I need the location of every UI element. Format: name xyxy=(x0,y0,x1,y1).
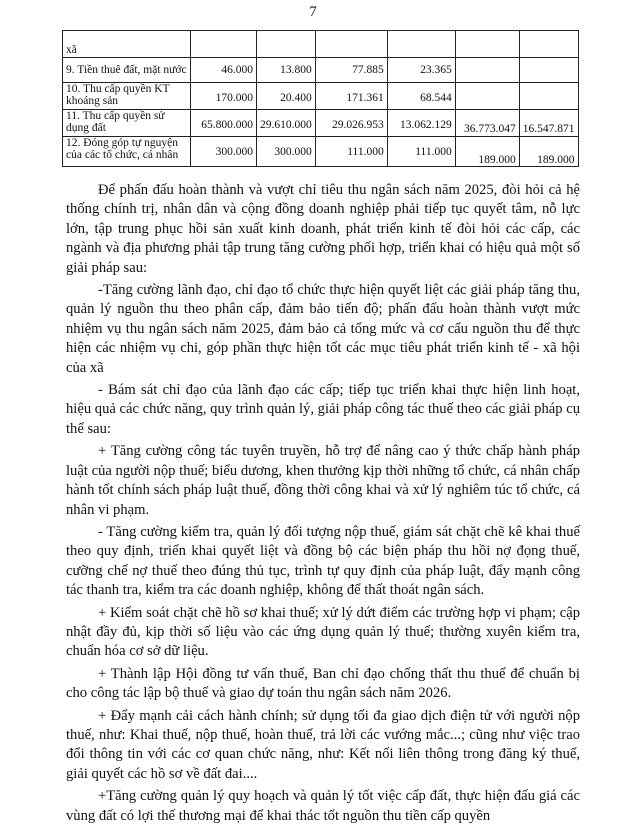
cell-value: 29.610.000 xyxy=(257,110,316,137)
paragraph: - Bám sát chỉ đạo của lãnh đạo các cấp; tiếp tục triển khai thực hiện linh hoạt, hiệu quả các chức năng, quy trình quản lý, giải pháp công tác thuế theo các giải pháp cụ thể sau: xyxy=(66,382,580,437)
cell-value xyxy=(191,31,257,58)
cell-value xyxy=(455,31,519,58)
page-number: 7 xyxy=(309,4,317,20)
paragraph: + Đẩy mạnh cải cách hành chính; sử dụng tối đa giao dịch điện tử với người nộp thuế, như: Khai thuế, nộp thuế, hoàn thuế, trả lời các vướng mắc...; cũng như việc trao đổi thông tin với các cơ quan chức năng, như: Kết nối liên thông trong đăng ký thuế, giải quyết các hồ sơ về đất đai.... xyxy=(66,707,580,782)
cell-value: 77.885 xyxy=(315,58,387,83)
cell-value: 171.361 xyxy=(315,83,387,110)
row-label: 12. Đóng góp tự nguyện của các tổ chức, cá nhân xyxy=(63,137,191,167)
cell-value: 189.000 xyxy=(519,137,578,167)
cell-value: 300.000 xyxy=(191,137,257,167)
cell-value: 65.800.000 xyxy=(191,110,257,137)
cell-value xyxy=(315,31,387,58)
row-label: 9. Tiền thuê đất, mặt nước xyxy=(63,58,191,83)
cell-value xyxy=(519,58,578,83)
row-label: 11. Thu cấp quyền sử dụng đất xyxy=(63,110,191,137)
cell-value: 111.000 xyxy=(315,137,387,167)
cell-value xyxy=(519,31,578,58)
table-row xyxy=(63,137,579,167)
paragraph: + Thành lập Hội đồng tư vấn thuế, Ban chỉ đạo chống thất thu thuế để chuẩn bị cho công tác lập bộ thuế và giao dự toán thu ngân sách năm 2026. xyxy=(66,665,580,702)
row-label: xã xyxy=(63,31,191,58)
cell-value: 170.000 xyxy=(191,83,257,110)
paragraph: + Kiểm soát chặt chẽ hồ sơ khai thuế; xử lý dứt điểm các trường hợp vi phạm; cập nhật đầy đủ, kịp thời số liệu vào các ứng dụng quản lý thuế; thường xuyên kiểm tra, chuẩn hóa cơ sở dữ liệu. xyxy=(66,604,580,660)
table-row xyxy=(63,83,579,110)
cell-value: 23.365 xyxy=(387,58,455,83)
cell-value xyxy=(387,31,455,58)
paragraph: + Tăng cường công tác tuyên truyền, hỗ trợ để nâng cao ý thức chấp hành pháp luật của người nộp thuế; biểu dương, khen thưởng kịp thời những tổ chức, cá nhân chấp hành tốt chính sách pháp luật thuế, đồng thời công khai và xử lý nghiêm túc tổ chức, cá nhân vi phạm. xyxy=(66,443,580,518)
cell-value xyxy=(257,31,316,58)
table-row xyxy=(63,58,579,83)
cell-value: 16.547.871 xyxy=(519,110,578,137)
cell-value: 29.026.953 xyxy=(315,110,387,137)
paragraph: -Tăng cường lãnh đạo, chỉ đạo tổ chức thực hiện quyết liệt các giải pháp tăng thu, quản lý nguồn thu theo phân cấp, đảm bảo tiến độ; phấn đấu hoàn thành vượt mức nhiệm vụ thu ngân sách năm 2025, đảm bảo cả tổng mức và cơ cấu nguồn thu để thực hiện các nhiệm vụ chi, góp phần thực hiện tốt các mục tiêu phát triển kinh tế - xã hội của xã xyxy=(66,282,580,376)
body-text xyxy=(66,181,580,829)
cell-value: 300.000 xyxy=(257,137,316,167)
cell-value: 36.773.047 xyxy=(455,110,519,137)
cell-value: 46.000 xyxy=(191,58,257,83)
cell-value xyxy=(455,58,519,83)
cell-value: 189.000 xyxy=(455,137,519,167)
cell-value: 13.062.129 xyxy=(387,110,455,137)
cell-value: 68.544 xyxy=(387,83,455,110)
paragraph: - Tăng cường kiểm tra, quản lý đối tượng nộp thuế, giám sát chặt chẽ kê khai thuế theo quy định, triển khai quyết liệt và đồng bộ các biện pháp thu hồi nợ đọng thuế, cưỡng chế nợ thuế theo đúng thủ tục, trình tự quy định của pháp luật, đẩy mạnh công tác thanh tra, kiểm tra các doanh nghiệp, không để thất thoát ngân sách. xyxy=(66,523,580,599)
table-row xyxy=(63,31,579,58)
cell-value: 111.000 xyxy=(387,137,455,167)
budget-table xyxy=(62,30,579,167)
cell-value: 13.800 xyxy=(257,58,316,83)
paragraph: +Tăng cường quản lý quy hoạch và quản lý tốt việc cấp đất, thực hiện đấu giá các vùng đất có lợi thế thương mại để khai thác tốt nguồn thu tiền cấp quyền xyxy=(66,788,580,824)
cell-value xyxy=(455,83,519,110)
cell-value xyxy=(519,83,578,110)
cell-value: 20.400 xyxy=(257,83,316,110)
paragraph: Để phấn đấu hoàn thành và vượt chỉ tiêu thu ngân sách năm 2025, đòi hỏi cả hệ thống chính trị, nhân dân và cộng đồng doanh nghiệp phải tiếp tục quyết tâm, nỗ lực lớn, tập trung phục hồi sản xuất kinh doanh, phát triển kinh tế đòi hỏi các cấp, các ngành và địa phương phải tập trung tăng cường phối hợp, triển khai có hiệu quả một số giải pháp sau: xyxy=(66,182,580,276)
table-row xyxy=(63,110,579,137)
row-label: 10. Thu cấp quyền KT khoáng sản xyxy=(63,83,191,110)
